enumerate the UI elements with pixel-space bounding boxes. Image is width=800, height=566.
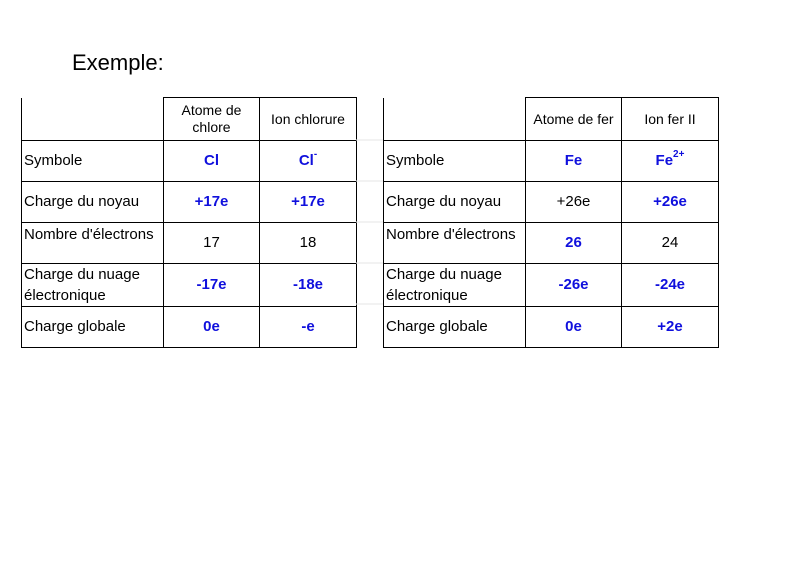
table-row [384, 307, 719, 348]
row-label-charge-du-nuage: Charge du nuage électronique [22, 264, 164, 307]
ion-charge-superscript: - [313, 149, 318, 160]
table-row [22, 223, 357, 264]
row-label-nombre-electrons: Nombre d'électrons [22, 223, 164, 264]
value-atom: 26 [526, 223, 622, 264]
header-ion-fer-ii: Ion fer II [622, 98, 719, 141]
value-atom: +26e [526, 182, 622, 223]
table-row [22, 182, 357, 223]
iron-table [383, 97, 719, 348]
value-atom: 17 [164, 223, 260, 264]
table-row [384, 264, 719, 307]
value-atom: +17e [164, 182, 260, 223]
spreadsheet-gridlines [356, 97, 383, 347]
row-label-charge-du-noyau: Charge du noyau [384, 182, 526, 223]
ion-charge-superscript: 2+ [673, 149, 685, 160]
row-label-symbole: Symbole [22, 141, 164, 182]
value-atom: -26e [526, 264, 622, 307]
value-atom: -17e [164, 264, 260, 307]
value-ion: +17e [260, 182, 357, 223]
ion-symbol: Fe [655, 152, 674, 169]
value-atom: 0e [526, 307, 622, 348]
value-ion [622, 141, 719, 182]
blank-header-cell [22, 98, 164, 141]
value-atom: Cl [164, 141, 260, 182]
row-label-charge-du-noyau: Charge du noyau [22, 182, 164, 223]
value-atom: 0e [164, 307, 260, 348]
row-label-symbole: Symbole [384, 141, 526, 182]
value-ion [260, 141, 357, 182]
header-atome-de-fer: Atome de fer [526, 98, 622, 141]
table-row [384, 141, 719, 182]
row-label-charge-globale: Charge globale [384, 307, 526, 348]
row-label-charge-globale: Charge globale [22, 307, 164, 348]
value-ion: -18e [260, 264, 357, 307]
table-row [22, 307, 357, 348]
table-row [384, 223, 719, 264]
table-header-row [384, 98, 719, 141]
row-label-charge-du-nuage: Charge du nuage électronique [384, 264, 526, 307]
table-header-row [22, 98, 357, 141]
blank-header-cell [384, 98, 526, 141]
row-label-nombre-electrons: Nombre d'électrons [384, 223, 526, 264]
value-ion: 24 [622, 223, 719, 264]
example-heading: Exemple: [72, 50, 164, 75]
value-atom: Fe [526, 141, 622, 182]
value-ion: -24e [622, 264, 719, 307]
ion-symbol: Cl [298, 152, 314, 169]
header-ion-chlorure: Ion chlorure [260, 98, 357, 141]
value-ion: +26e [622, 182, 719, 223]
value-ion: +2e [622, 307, 719, 348]
value-ion: 18 [260, 223, 357, 264]
table-row [22, 264, 357, 307]
chlorine-table [21, 97, 357, 348]
table-row [22, 141, 357, 182]
value-ion: -e [260, 307, 357, 348]
table-row [384, 182, 719, 223]
header-atome-de-chlore: Atome de chlore [164, 98, 260, 141]
